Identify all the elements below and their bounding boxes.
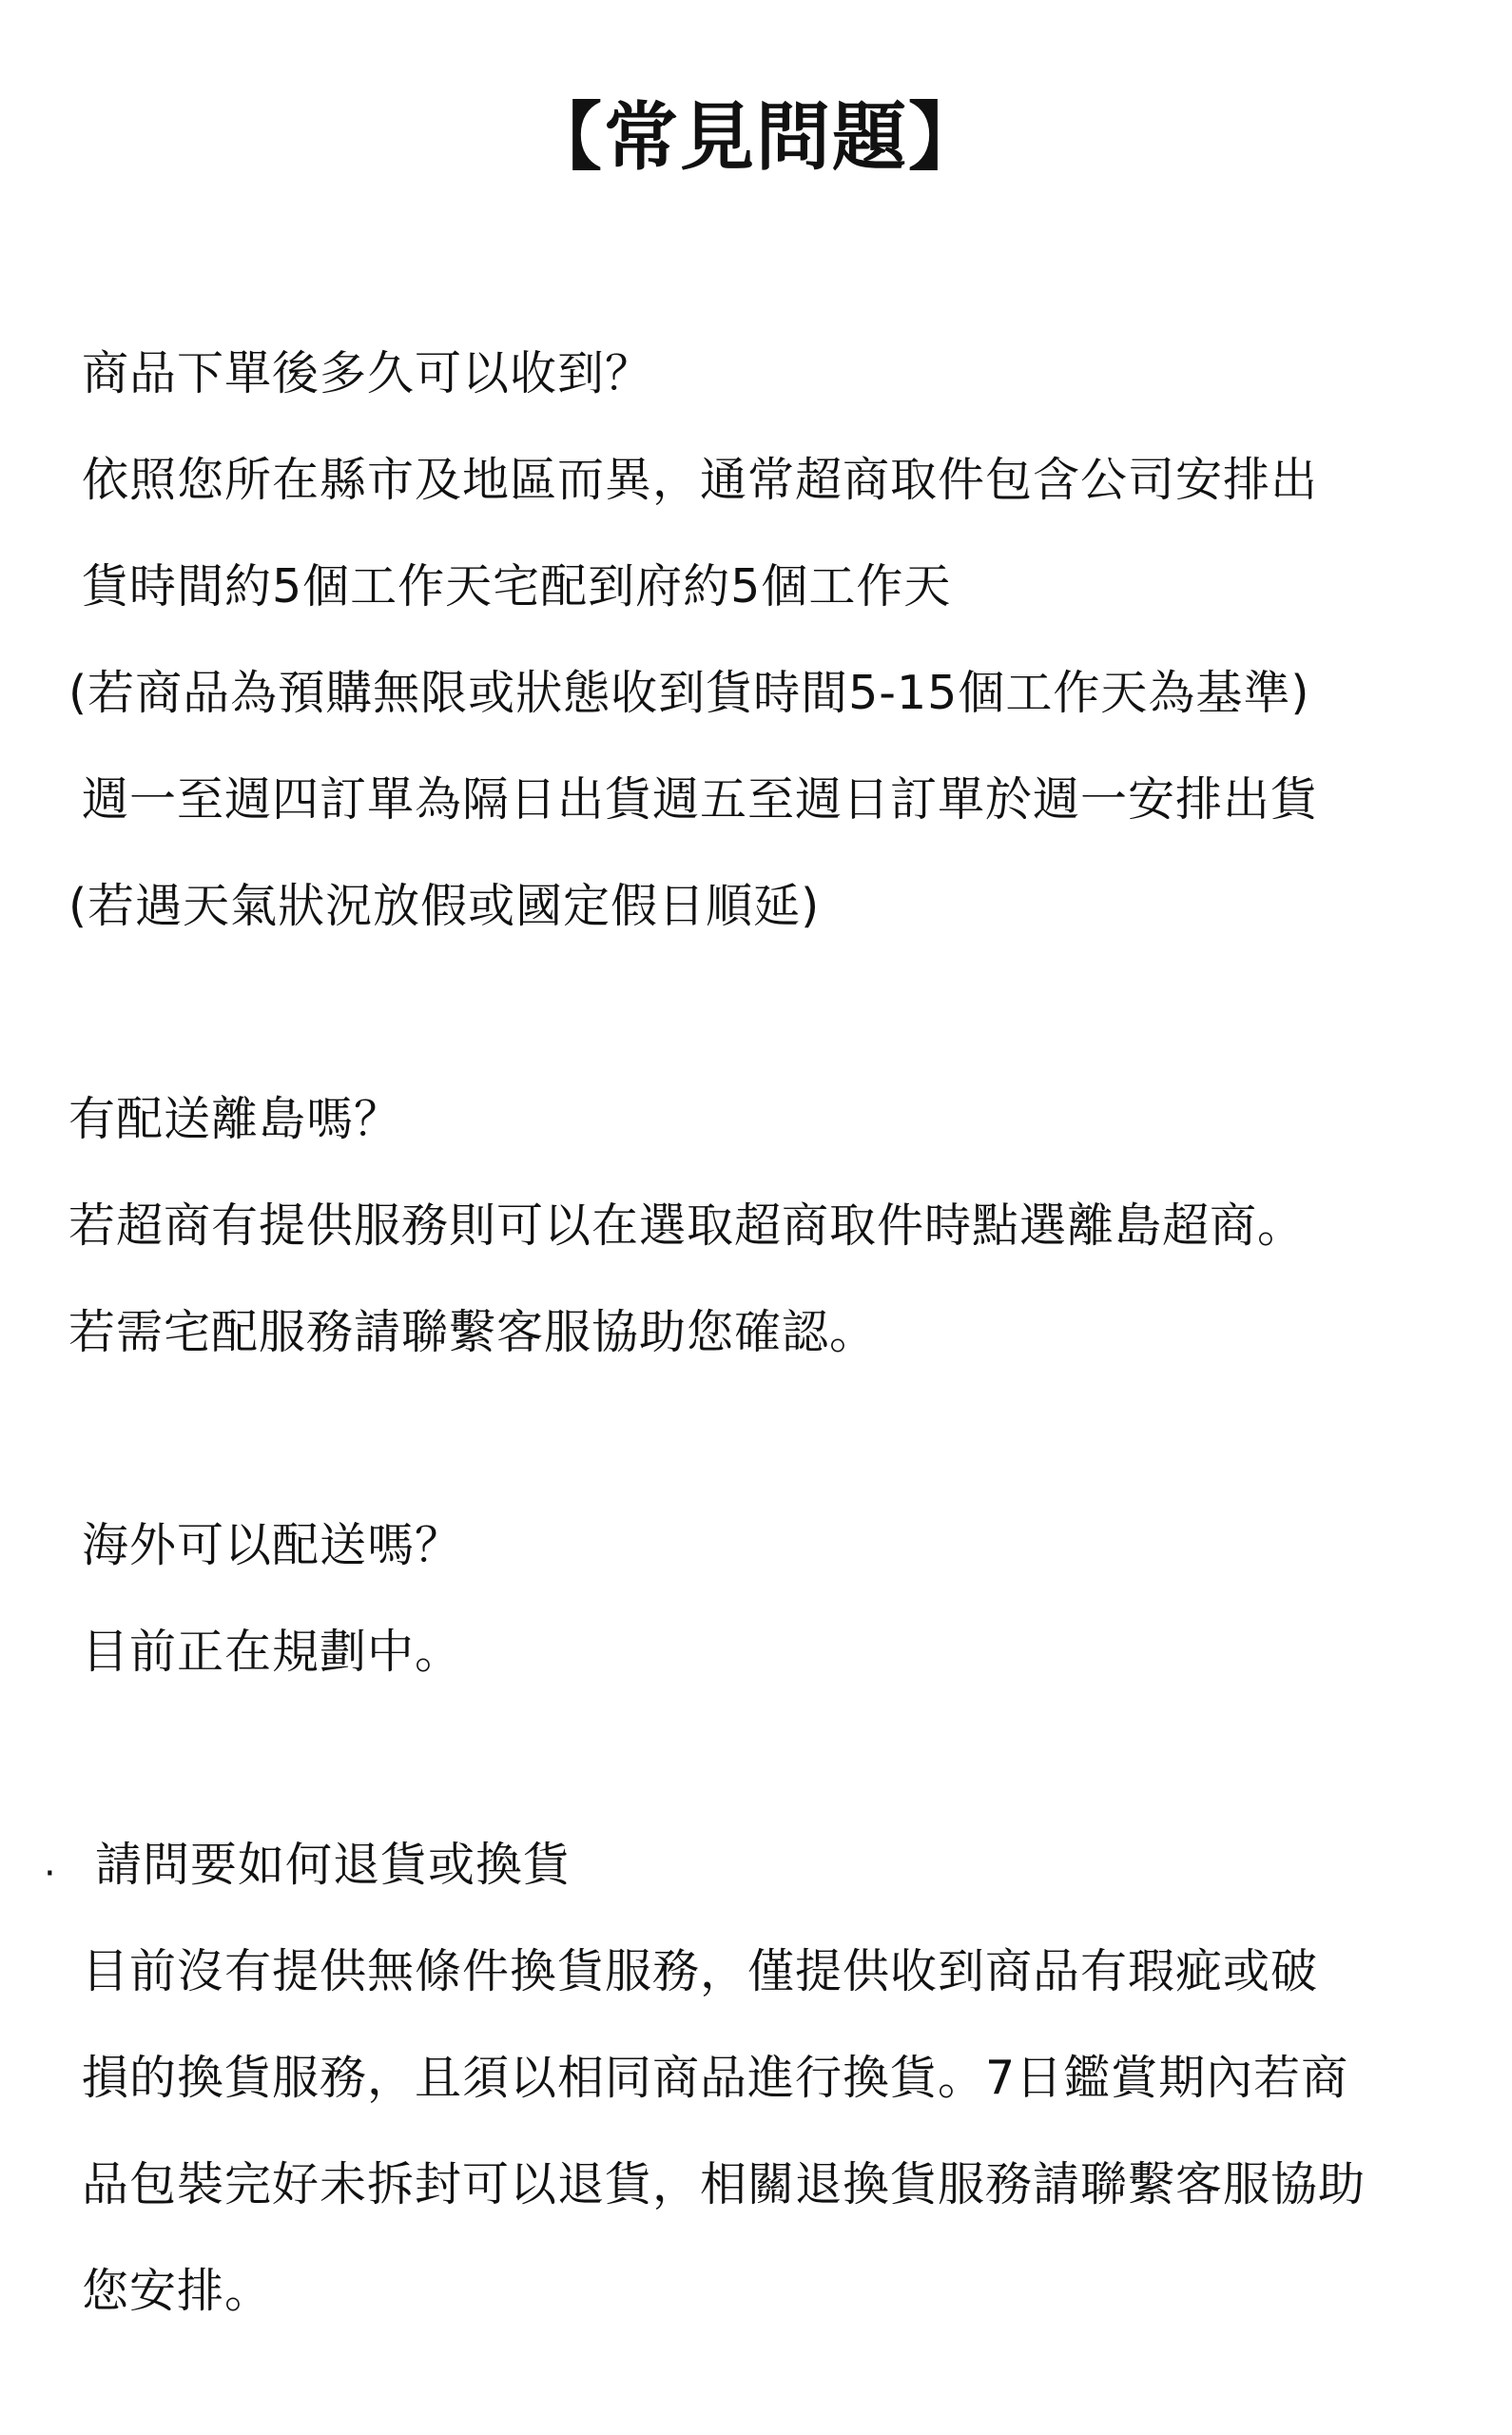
- faq-answer-line: 目前沒有提供無條件換貨服務，僅提供收到商品有瑕疵或破: [82, 1944, 1319, 1998]
- faq-answer-line: 目前正在規劃中。: [82, 1625, 463, 1679]
- faq-question-returns: 請問要如何退貨或換貨: [95, 1838, 572, 1892]
- faq-answer-line: (若商品為預購無限或狀態收到貨時間5-15個工作天為基準): [68, 666, 1310, 720]
- faq-answer-line: 依照您所在縣市及地區而異，通常超商取件包含公司安排出: [82, 453, 1319, 507]
- page-title: 【常見問題】: [527, 95, 984, 181]
- faq-answer-line: 損的換貨服務，且須以相同商品進行換貨。7日鑑賞期內若商: [82, 2051, 1349, 2105]
- faq-question-outlying-islands: 有配送離島嗎？: [68, 1092, 402, 1146]
- faq-answer-line: 品包裝完好未拆封可以退貨，相關退換貨服務請聯繫客服協助: [82, 2157, 1367, 2211]
- faq-answer-line: 週一至週四訂單為隔日出貨週五至週日訂單於週一安排出貨: [82, 772, 1319, 827]
- faq-answer-line: 貨時間約5個工作天宅配到府約5個工作天: [82, 559, 952, 614]
- faq-answer-line: 若超商有提供服務則可以在選取超商取件時點選離島超商。: [68, 1198, 1306, 1253]
- faq-question-overseas: 海外可以配送嗎？: [82, 1518, 463, 1572]
- faq-question-delivery-time: 商品下單後多久可以收到？: [82, 346, 653, 400]
- faq-answer-line: 若需宅配服務請聯繫客服協助您確認。: [68, 1305, 878, 1359]
- faq-answer-line: (若遇天氣狀況放假或國定假日順延): [68, 879, 821, 933]
- bullet-dot: ·: [44, 1852, 56, 1896]
- faq-answer-line: 您安排。: [82, 2264, 273, 2318]
